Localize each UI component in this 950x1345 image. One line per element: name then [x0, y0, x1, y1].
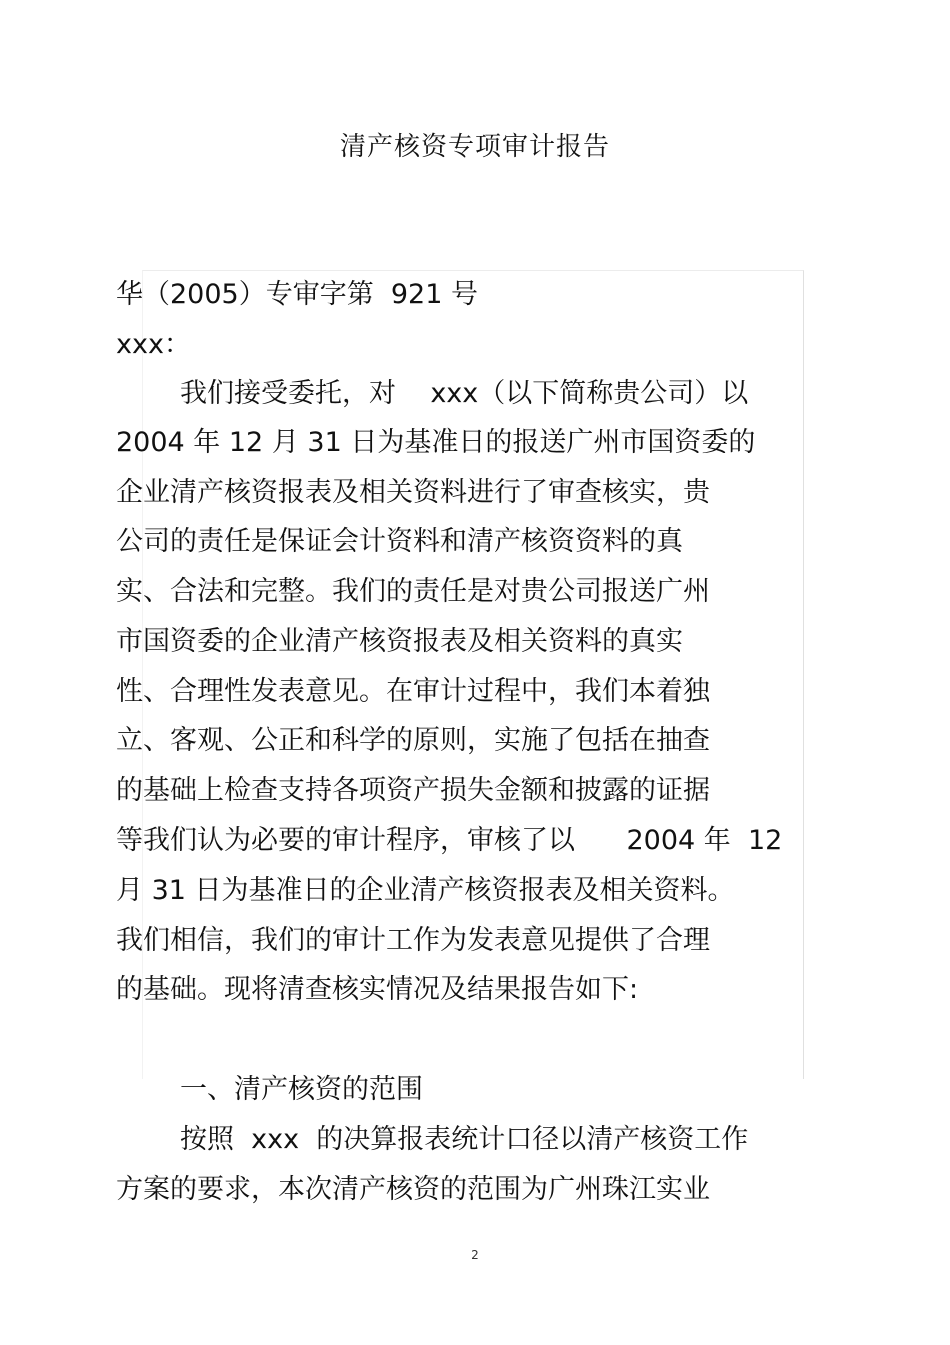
paragraph-line: 市国资委的企业清产核资报表及相关资料的真实: [116, 626, 683, 657]
page-number: 2: [471, 1248, 479, 1262]
paragraph-line: 我们相信，我们的审计工作为发表意见提供了合理: [116, 925, 710, 956]
paragraph-line: 公司的责任是保证会计资料和清产核资资料的真: [116, 526, 683, 557]
paragraph-line: 按照 xxx 的决算报表统计口径以清产核资工作: [180, 1124, 749, 1155]
section-heading: 一、清产核资的范围: [180, 1074, 423, 1105]
paragraph-line: 立、客观、公正和科学的原则，实施了包括在抽查: [116, 725, 710, 756]
paragraph-line: 性、合理性发表意见。在审计过程中，我们本着独: [116, 676, 710, 707]
paragraph-line: 企业清产核资报表及相关资料进行了审查核实，贵: [116, 477, 710, 508]
report-title: 清产核资专项审计报告: [339, 132, 610, 162]
document-number: 华（2005）专审字第 921 号: [116, 279, 478, 310]
paragraph-line: 2004 年 12 月 31 日为基准日的报送广州市国资委的: [116, 427, 756, 458]
paragraph-line: 方案的要求，本次清产核资的范围为广州珠江实业: [116, 1174, 710, 1205]
paragraph-line: 实、合法和完整。我们的责任是对贵公司报送广州: [116, 576, 710, 607]
paragraph-line: 的基础。现将清查核实情况及结果报告如下:: [116, 974, 639, 1005]
paragraph-line: 的基础上检查支持各项资产损失金额和披露的证据: [116, 775, 710, 806]
salutation: xxx：: [116, 329, 191, 360]
paragraph-line: 我们接受委托，对 xxx（以下简称贵公司）以: [180, 378, 749, 409]
paragraph-line: 月 31 日为基准日的企业清产核资报表及相关资料。: [116, 875, 735, 906]
paragraph-line: 等我们认为必要的审计程序，审核了以 2004 年 12: [116, 825, 783, 856]
